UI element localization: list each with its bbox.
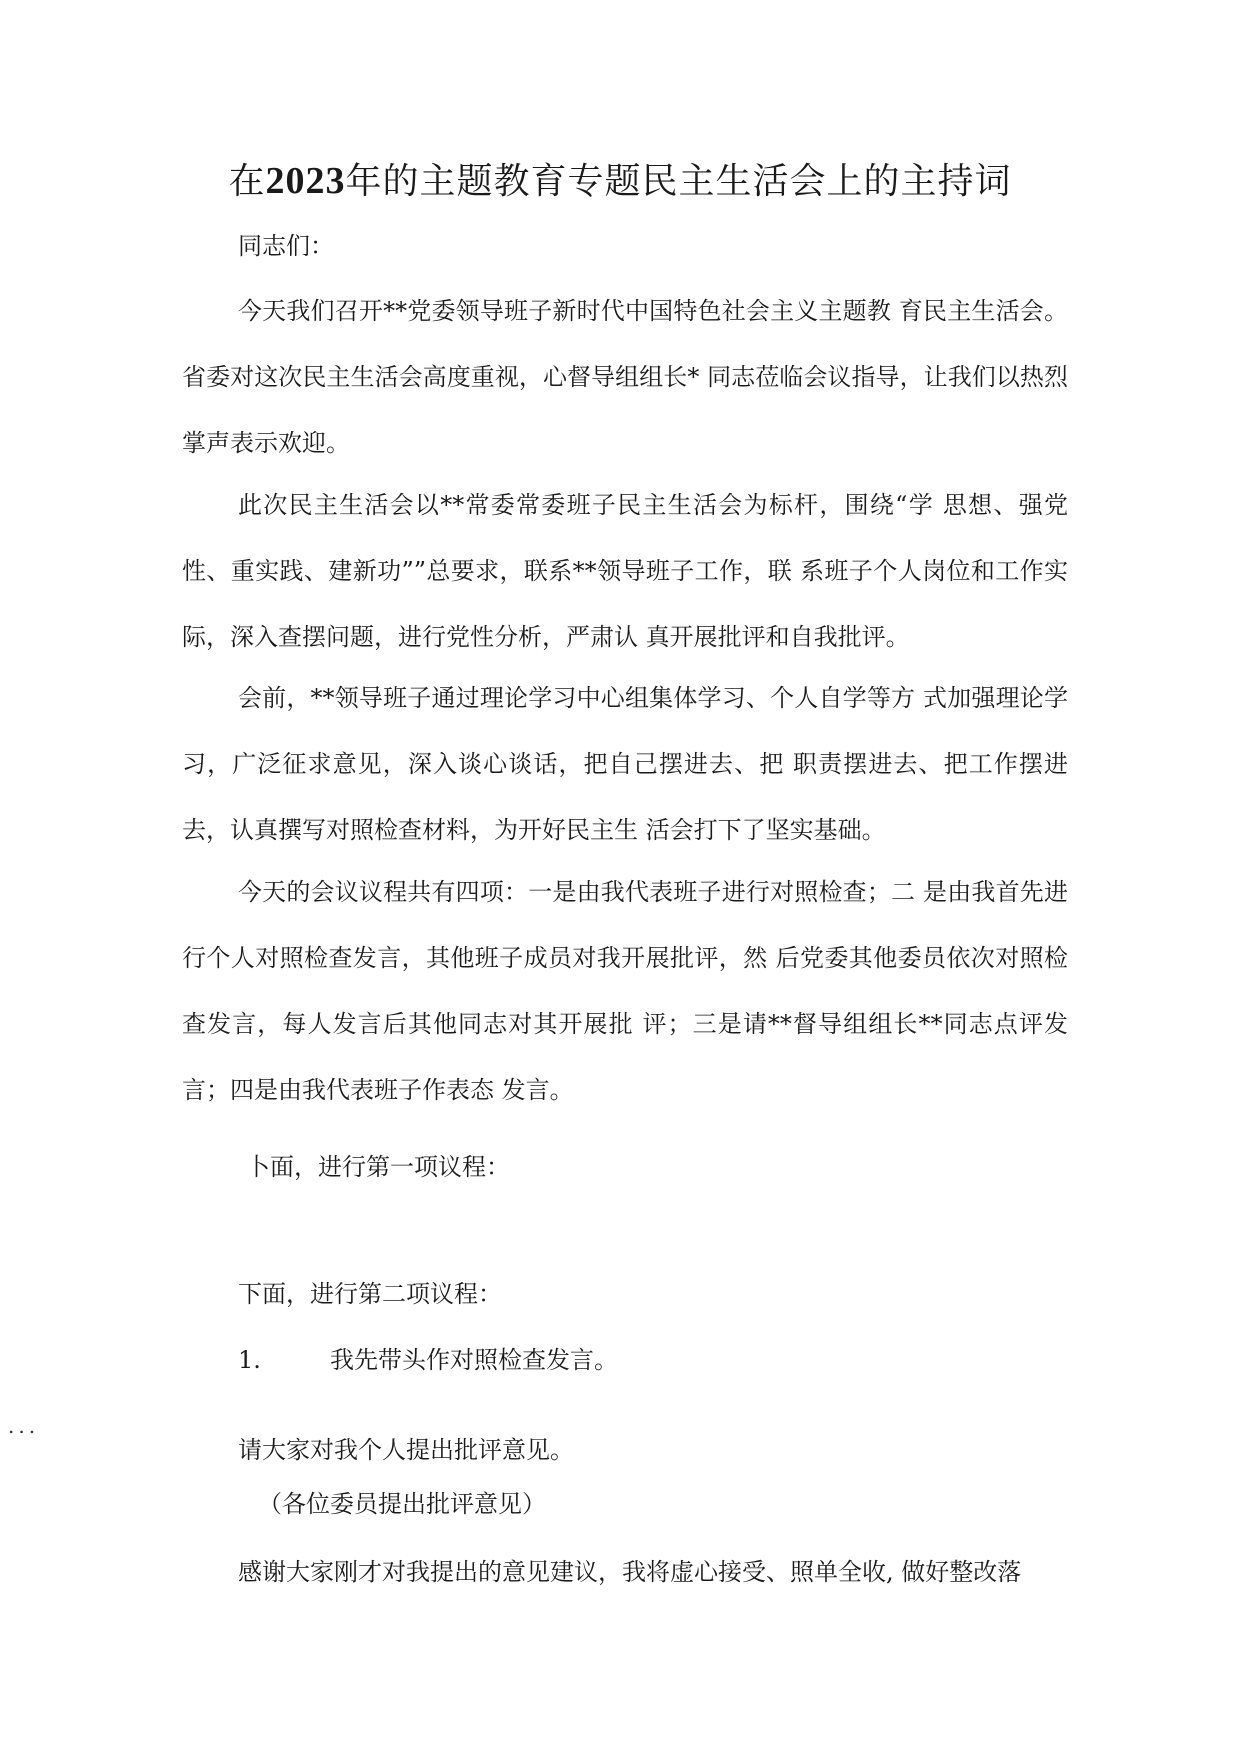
paragraph-preparation: 会前，**领导班子通过理论学习中心组集体学习、个人自学等方 式加强理论学习，广泛征求意见，深入谈心谈话，把自己摆进去、把 职责摆进去、把工作摆进去，认真撰写对照检查材料，为开好民主生 活会打下了坚实基础。 [182, 684, 1068, 844]
closing-line: 感谢大家刚才对我提出的意见建议，我将虚心接受、照单全收, 做好整改落 [238, 1558, 1022, 1586]
title-year: 2023 [265, 160, 346, 202]
salutation: 同志们： [238, 232, 334, 260]
agenda-item-2: 下面，进行第二项议程： [238, 1280, 502, 1308]
document-title [0, 155, 1240, 208]
margin-marker: ... [8, 1414, 40, 1438]
list-number: 1. [238, 1346, 261, 1374]
list-text: 我先带头作对照检查发言。 [330, 1346, 618, 1374]
paragraph-agenda: 今天的会议议程共有四项：一是由我代表班子进行对照检查；二 是由我首先进行个人对照检查发言，其他班子成员对我开展批评，然 后党委其他委员依次对照检查发言，每人发言后其他同志对其开展批 评；三是请**督导组组长**同志点评发言；四是由我代表班子作表态 发言。 [182, 878, 1068, 1104]
paragraph-welcome: 今天我们召开**党委领导班子新时代中国特色社会主义主题教 育民主生活会。省委对这次民主生活会高度重视，心督导组组长* 同志莅临会议指导，让我们以热烈掌声表示欢迎。 [182, 297, 1068, 457]
stage-note: （各位委员提出批评意见） [258, 1490, 546, 1518]
title-prefix: 在 [228, 161, 266, 202]
request-criticism: 请大家对我个人提出批评意见。 [238, 1436, 574, 1464]
agenda-item-1: 卜面，进行第一项议程： [246, 1153, 510, 1181]
paragraph-requirements: 此次民主生活会以**常委常委班子民主生活会为标杆，围绕“学 思想、强党性、重实践、建新功””总要求，联系**领导班子工作，联 系班子个人岗位和工作实际，深入查摆问题，进行党性分析，严肃认 真开展批评和自我批评。 [182, 491, 1068, 651]
title-suffix: 年的主题教育专题民主生活会上的主持词 [345, 161, 1012, 202]
